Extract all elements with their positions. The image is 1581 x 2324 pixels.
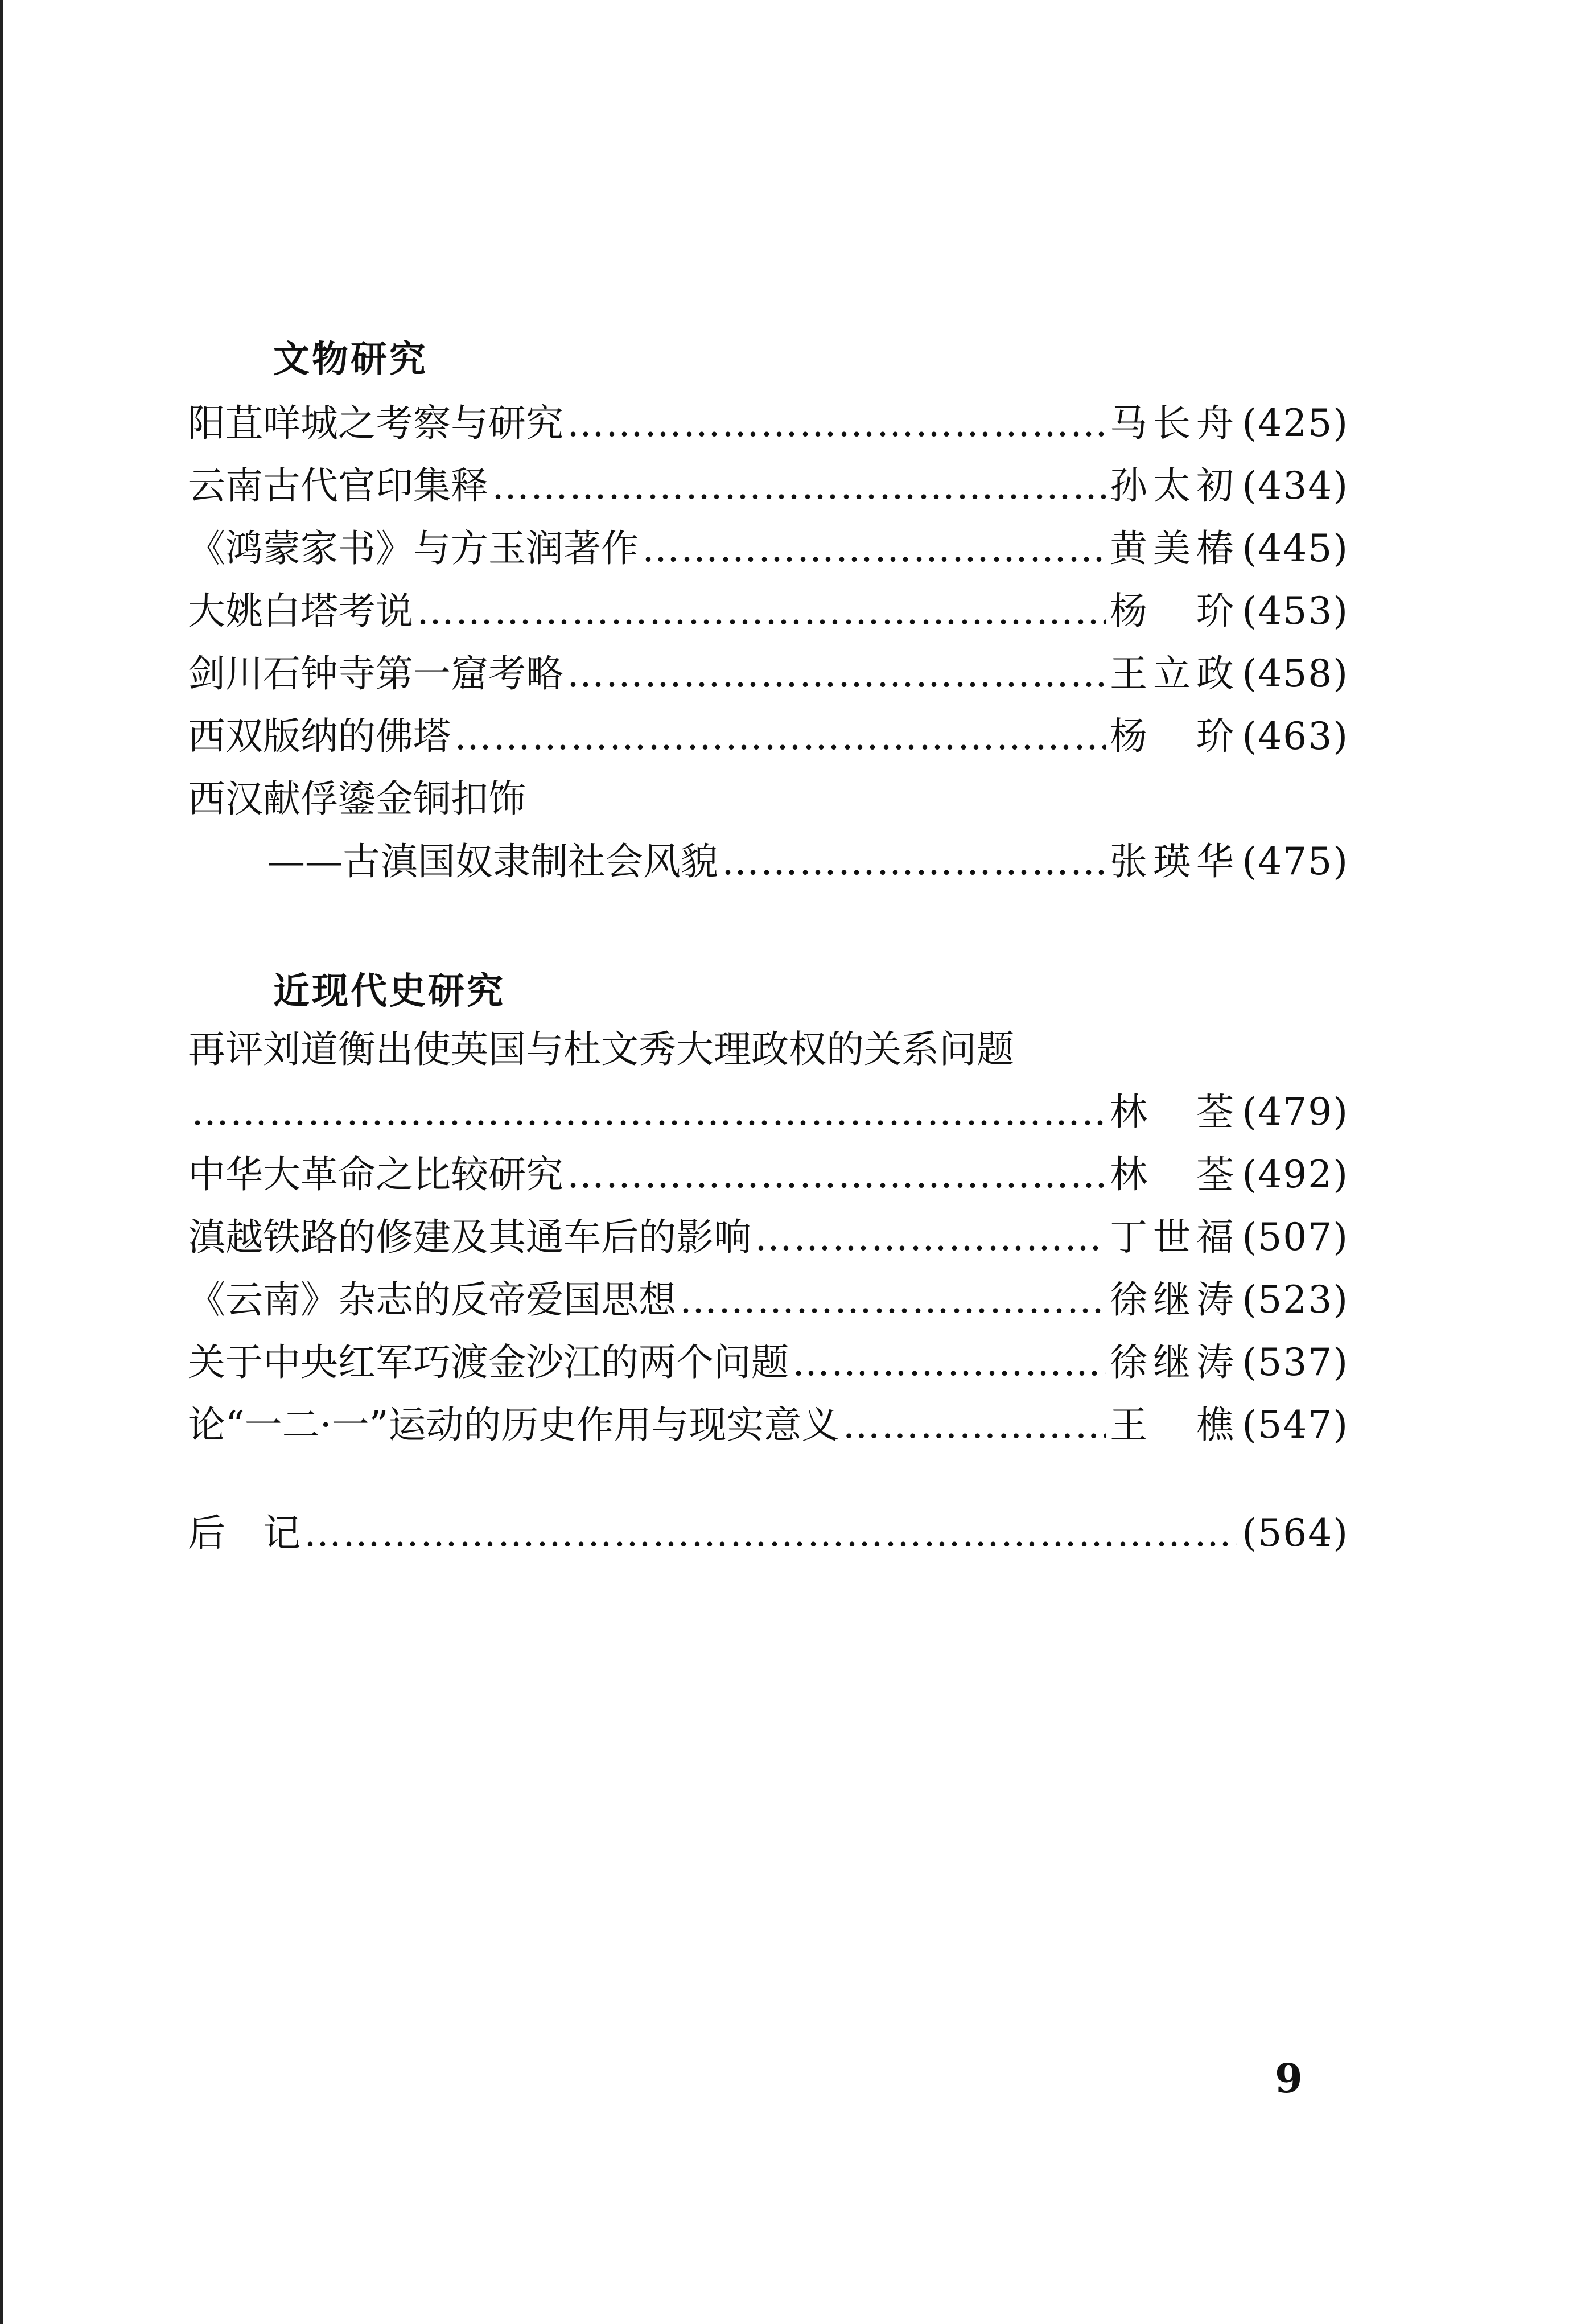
entry-author: 徐继涛: [1110, 1278, 1240, 1322]
entry-author: 王立政: [1110, 652, 1240, 696]
toc-entry[interactable]: [188, 581, 1349, 637]
entry-author: 林 荃: [1110, 1153, 1240, 1196]
entry-page: (434): [1242, 464, 1349, 508]
leader-dots: [680, 1278, 1106, 1322]
toc-entry[interactable]: [188, 1081, 1349, 1138]
entry-title: 《云南》杂志的反帝爱国思想: [188, 1278, 676, 1322]
entry-page: (492): [1242, 1153, 1349, 1196]
entry-page: (547): [1242, 1403, 1349, 1447]
page-edge-rule: [0, 0, 3, 2324]
entry-page: (523): [1242, 1278, 1349, 1322]
entry-author: 丁世福: [1110, 1215, 1240, 1259]
entry-author: 马长舟: [1110, 401, 1240, 445]
toc-entry[interactable]: [188, 1332, 1349, 1389]
entry-page: (463): [1242, 714, 1349, 758]
entry-author: 徐继涛: [1110, 1340, 1240, 1384]
entry-subtitle: ——古滇国奴隶制社会风貌: [267, 840, 718, 883]
leader-dots: [567, 401, 1106, 445]
entry-page: (425): [1242, 401, 1349, 445]
entry-title: 阳苴咩城之考察与研究: [188, 401, 563, 445]
entry-title: 西双版纳的佛塔: [188, 714, 451, 758]
entry-title: 大姚白塔考说: [188, 589, 413, 633]
section-title-modern-history: 近现代史研究: [273, 970, 505, 1013]
toc-entry[interactable]: [188, 1269, 1349, 1326]
entry-page: (445): [1242, 527, 1349, 570]
entry-title: 关于中央红军巧渡金沙江的两个问题: [188, 1340, 789, 1384]
leader-dots: [792, 1340, 1106, 1384]
leader-dots: [842, 1403, 1106, 1447]
toc-entry[interactable]: [188, 1395, 1349, 1451]
entry-title-line1[interactable]: 再评刘道衡出使英国与杜文秀大理政权的关系问题: [188, 1027, 1014, 1071]
entry-title: 论“一二·一”运动的历史作用与现实意义: [188, 1403, 839, 1447]
leader-dots: [191, 1090, 1106, 1134]
entry-author: 王 樵: [1110, 1403, 1240, 1447]
entry-title: 云南古代官印集释: [188, 464, 488, 508]
entry-page: (475): [1242, 840, 1349, 883]
leader-dots: [304, 1511, 1237, 1555]
entry-author: 杨 玠: [1110, 589, 1240, 633]
entry-author: 张瑛华: [1110, 840, 1240, 883]
leader-dots: [755, 1215, 1106, 1259]
leader-dots: [567, 1153, 1106, 1196]
toc-entry[interactable]: [188, 831, 1349, 888]
entry-author: 黄美椿: [1110, 527, 1240, 570]
entry-title: 后 记: [188, 1511, 300, 1555]
entry-author: 林 荃: [1110, 1090, 1240, 1134]
toc-entry[interactable]: [188, 1207, 1349, 1264]
entry-author: 杨 玠: [1110, 714, 1240, 758]
entry-title-line1[interactable]: 西汉献俘鎏金铜扣饰: [188, 777, 526, 821]
entry-page: (537): [1242, 1340, 1349, 1384]
entry-page: (458): [1242, 652, 1349, 696]
entry-author: 孙太初: [1110, 464, 1240, 508]
toc-entry-afterword[interactable]: [188, 1503, 1349, 1560]
leader-dots: [454, 714, 1106, 758]
toc-entry[interactable]: [188, 455, 1349, 512]
section-title-cultural-relics: 文物研究: [273, 338, 428, 381]
toc-entry[interactable]: [188, 643, 1349, 700]
entry-page: (453): [1242, 589, 1349, 633]
entry-title: 剑川石钟寺第一窟考略: [188, 652, 563, 696]
toc-entry[interactable]: [188, 518, 1349, 575]
entry-page: (507): [1242, 1215, 1349, 1259]
entry-title: 滇越铁路的修建及其通车后的影响: [188, 1215, 751, 1259]
leader-dots: [722, 840, 1106, 883]
entry-page: (564): [1242, 1511, 1349, 1555]
toc-entry[interactable]: [188, 393, 1349, 450]
entry-page: (479): [1242, 1090, 1349, 1134]
entry-title: 中华大革命之比较研究: [188, 1153, 563, 1196]
entry-title: 《鸿蒙家书》与方玉润著作: [188, 527, 639, 570]
leader-dots: [642, 527, 1106, 570]
toc-entry[interactable]: [188, 1144, 1349, 1201]
leader-dots: [492, 464, 1106, 508]
leader-dots: [417, 589, 1106, 633]
leader-dots: [567, 652, 1106, 696]
page-number: 9: [1275, 2055, 1303, 2102]
toc-entry[interactable]: [188, 706, 1349, 763]
